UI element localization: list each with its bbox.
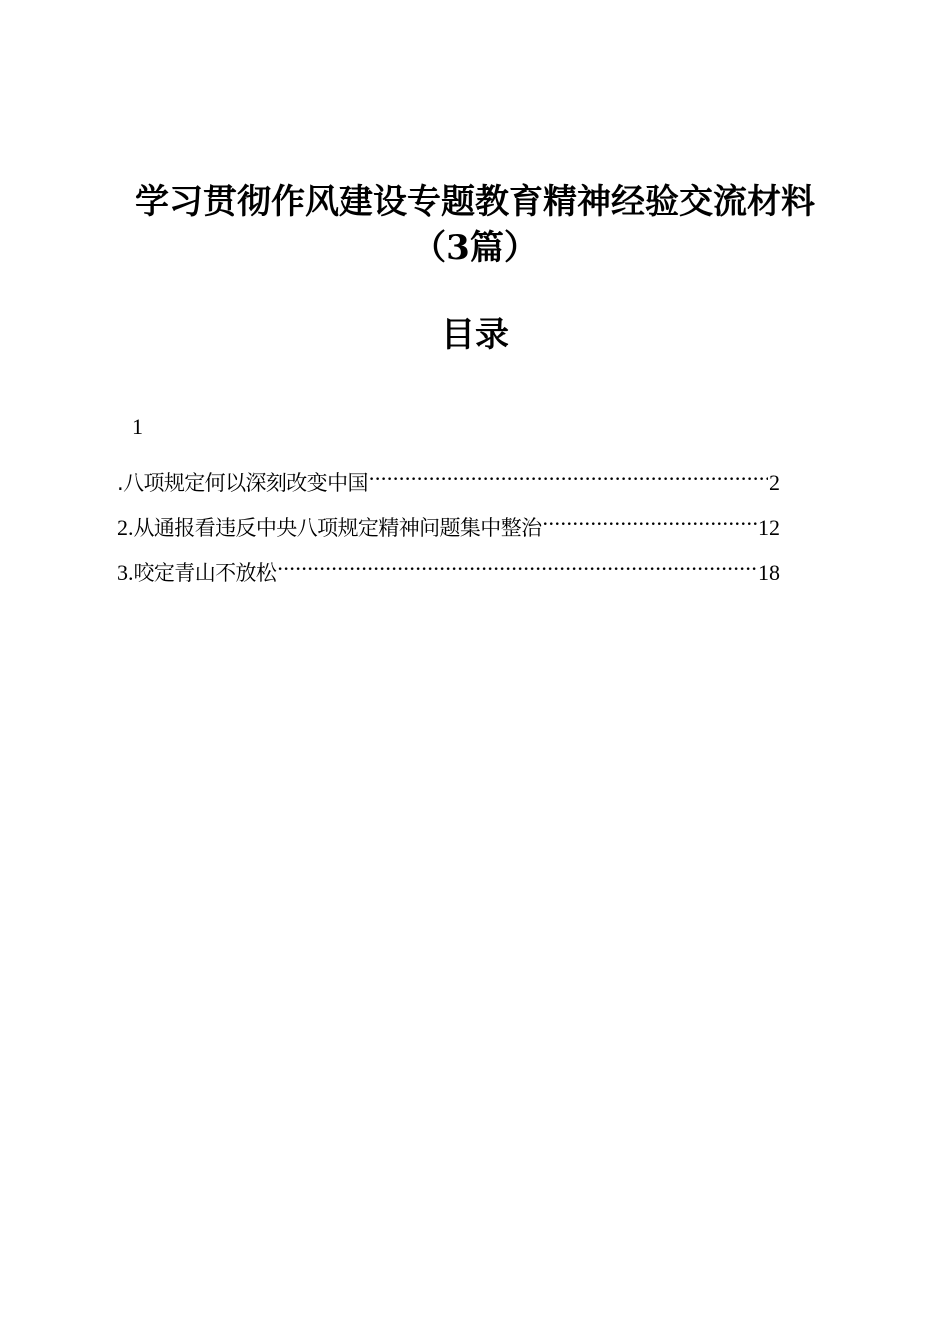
toc-heading: 目录 — [441, 315, 509, 355]
toc-entry-number: 2. — [117, 515, 134, 540]
toc-entry[interactable] — [117, 546, 780, 585]
toc-entry-page: 12 — [758, 515, 780, 540]
toc-entry-text: 从通报看违反中央八项规定精神问题集中整治 — [133, 516, 542, 540]
toc-entry-page: 18 — [758, 560, 780, 585]
toc-entry-number: 3. — [117, 560, 134, 585]
toc-leader-dots — [369, 456, 768, 490]
document-subtitle-count: （3篇） — [412, 228, 538, 268]
toc-leader-dots — [543, 501, 758, 535]
toc-entry[interactable] — [117, 456, 780, 495]
toc-entry-text: .八项规定何以深刻改变中国 — [117, 471, 368, 495]
toc-first-number: 1 — [132, 414, 143, 439]
toc-entry-text: 咬定青山不放松 — [133, 561, 277, 585]
document-title: 学习贯彻作风建设专题教育精神经验交流材料 — [135, 182, 815, 222]
toc-leader-dots — [277, 546, 757, 580]
toc-entry[interactable] — [117, 501, 780, 540]
toc-entry-page: 2 — [769, 470, 780, 495]
